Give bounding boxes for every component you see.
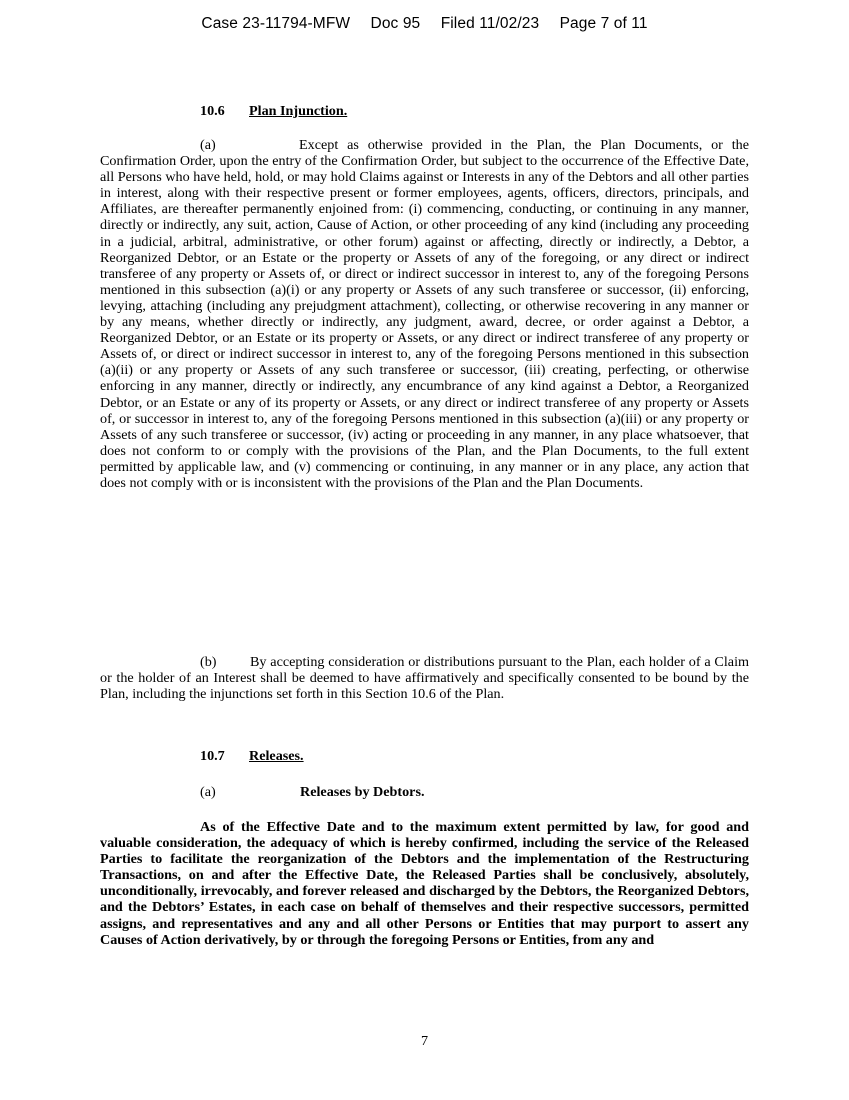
subsection-a-heading [200, 784, 425, 801]
section-10-6-paragraph-a [100, 137, 749, 491]
section-10-7-heading [200, 748, 304, 765]
section-10-6-paragraph-b [100, 654, 749, 702]
releases-by-debtors-paragraph [100, 819, 749, 948]
page-indicator: Page 7 of 11 [559, 15, 648, 32]
section-number: 10.7 [200, 748, 225, 764]
section-title: Releases. [249, 748, 304, 764]
subsection-title: Releases by Debtors. [300, 784, 425, 800]
paragraph-text: Except as otherwise provided in the Plan, the Plan Documents, or the Confirmation Order, upon the entry of the Confirmation Order, but subject to the occurrence of the Effective Date, all Persons who have held, hold, or may hold Claims against or Interests in any of the Debtors and all other parties in interest, along with their respective present or former employees, agents, officers, directors, principals, and Affiliates, are thereafter permanently enjoined from: (i) commencing, conducting, or continuing in any manner, directly or indirectly, any suit, action, Cause of Action, or other proceeding of any kind (including any proceeding in a judicial, arbitral, administrative, or other forum) against or affecting, directly or indirectly, a Debtor, a Reorganized Debtor, or an Estate or the property or Assets of any of the foregoing, or any direct or indirect transferee of any property or Assets of, or direct or indirect successor in interest to, any of the foregoing Persons mentioned in this subsection (a)(i) or any property or Assets of any such transferee or successor, (ii) enforcing, levying, attaching (including any prejudgment attachment), collecting, or otherwise recovering in any manner or by any means, whether directly or indirectly, any judgment, award, decree, or order against a Debtor, a Reorganized Debtor, or an Estate or its property or Assets, or any direct or indirect transferee of any property or Assets of, or direct or indirect successor in interest to, any of the foregoing Persons mentioned in this subsection (a)(ii) or any property or Assets of any such transferee or successor, (iii) creating, perfecting, or otherwise enforcing in any manner, directly or indirectly, any encumbrance of any kind against a Debtor, a Reorganized Debtor, or an Estate or any of its property or Assets, or any direct or indirect transferee of any property or Assets of, or successor in interest to, any of the foregoing Persons mentioned in this subsection (a)(iii) or any property or Assets of any such transferee or successor, (iv) acting or proceeding in any manner, in any place whatsoever, that does not conform to or comply with the provisions of the Plan, and the Plan Documents, to the full extent permitted by applicable law, and (v) commencing or continuing, in any manner or in any place, any action that does not comply with or is inconsistent with the provisions of the Plan and the Plan Documents. [100, 137, 749, 491]
page-number: 7 [420, 1033, 429, 1049]
paragraph-marker: (b) [200, 654, 217, 670]
section-title: Plan Injunction. [249, 103, 348, 119]
paragraph-text: As of the Effective Date and to the maximum extent permitted by law, for good and valuable consideration, the adequacy of which is hereby confirmed, including the service of the Released Parties to facilitate the reorganization of the Debtors and the implementation of the Restructuring Transactions, on and after the Effective Date, the Released Parties shall be conclusively, absolutely, unconditionally, irrevocably, and forever released and discharged by the Debtors, the Reorganized Debtors, and the Debtors’ Estates, in each case on behalf of themselves and their respective successors, permitted assigns, and representatives and any and all other Persons or Entities that may purport to assert any Causes of Action derivatively, by or through the foregoing Persons or Entities, from any and [100, 819, 749, 948]
paragraph-text: By accepting consideration or distributions pursuant to the Plan, each holder of a Claim or the holder of an Interest shall be deemed to have affirmatively and specifically consented to be bound by the Plan, including the injunctions set forth in this Section 10.6 of the Plan. [100, 654, 749, 703]
section-number: 10.6 [200, 103, 225, 119]
document-number: Doc 95 [370, 15, 421, 32]
court-filing-header [0, 15, 849, 33]
section-10-6-heading [200, 103, 347, 120]
subsection-marker: (a) [200, 784, 216, 800]
case-number: Case 23-11794-MFW [201, 15, 351, 32]
paragraph-marker: (a) [200, 137, 216, 153]
filed-date: Filed 11/02/23 [440, 15, 540, 32]
